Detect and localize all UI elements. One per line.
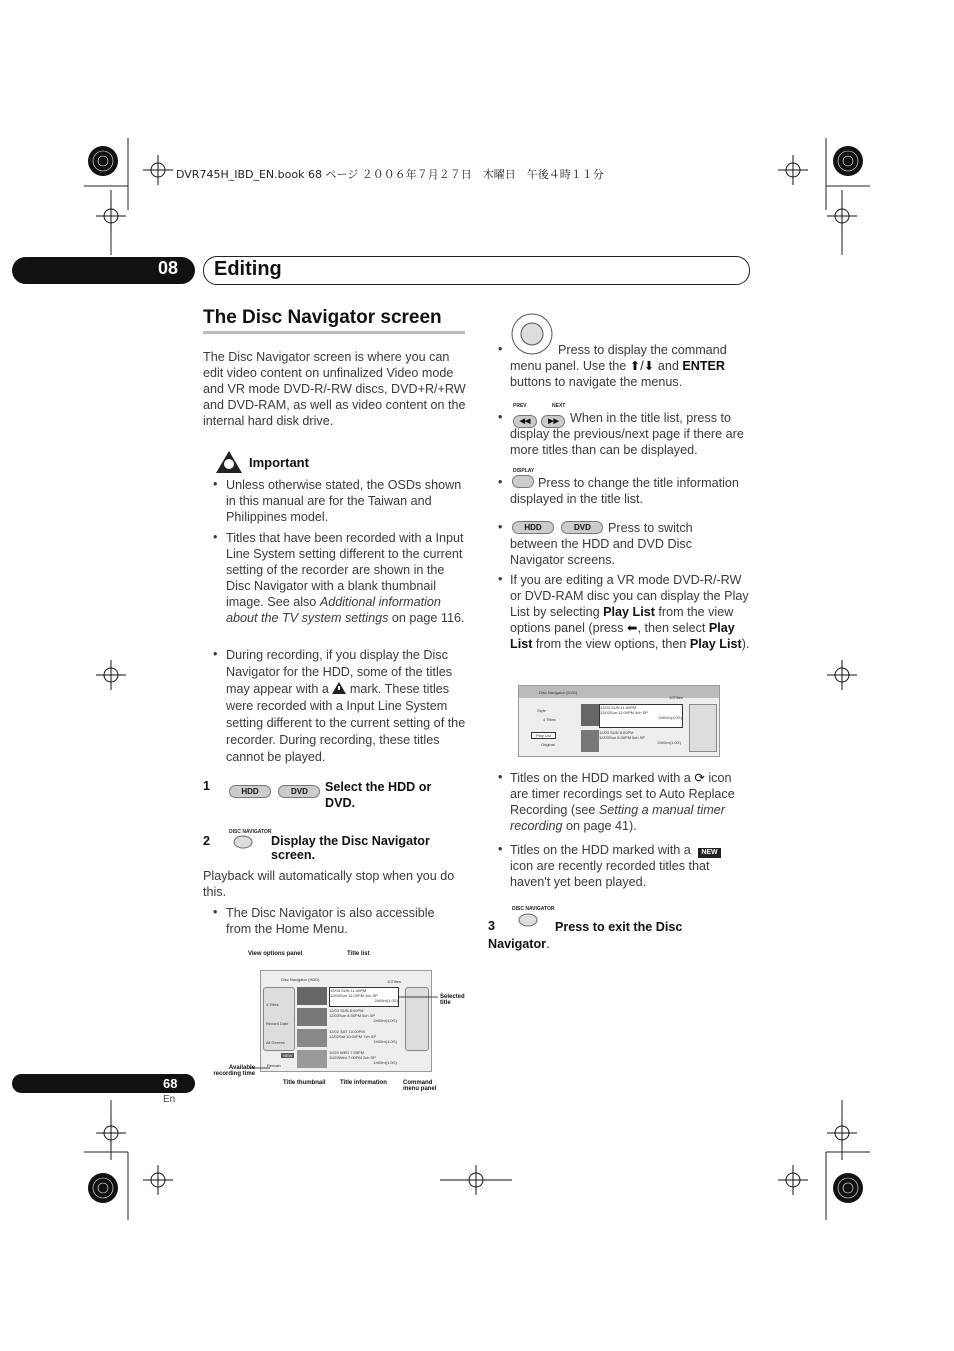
important-item-3 [226, 647, 466, 766]
hdd-button: HDD [512, 521, 554, 534]
up-down-arrows-icon: ⬆/⬇ [629, 359, 655, 373]
right-bullet-5: If you are editing a VR mode DVD-R/-RW or DVD-RAM disc you can display the Play List by selecting Play List from the view options panel (press ⬅, then select Play List from the view options, then Play List). [510, 573, 750, 651]
bullet-dot: • [213, 905, 218, 919]
bullet-dot: • [498, 770, 503, 784]
chapter-number: 08 [158, 258, 179, 278]
important-item-2-text: Titles that have been recorded with a Input Line System setting different to the current setting of the recorder are shown in the Disc Navigator with a blank thumbnail image. See also [226, 531, 464, 609]
important-item-2-page: on page 116. [391, 611, 465, 625]
step-2-detail: Playback will automatically stop when you do this. [203, 869, 455, 899]
dvd-screen-title: Disc Navigator (DVD) [539, 690, 578, 695]
right-bullet-2: When in the title list, press to display the previous/next page if there are more titles than can be displayed. [510, 411, 744, 457]
title-thumbnail [581, 704, 599, 726]
right-bullet-3: Press to change the title information displayed in the title list. [510, 476, 739, 506]
title-info: 12/03 SUN 8:00PM 12/03Sun 8:00PM 5ch SP 2h00m(1.0G) [599, 730, 681, 745]
important-item-2-ref: Additional information about the TV system settings [226, 595, 441, 625]
step-1-buttons [229, 781, 320, 799]
dvd-disc-navigator-screen: Disc Navigator (DVD) 10Titles Style 4 Titles Play List Original 12/03 SUN 11:00PM 12/03Sun 11:00PM 4ch SP 2h00m(1.0G) 12/03 SUN 8:00PM 12/03Sun 8:00PM 5ch SP 2h00m(1.0G) [518, 685, 720, 757]
section-rule [203, 331, 465, 334]
dvd-screen-count: 10Titles [669, 695, 683, 700]
bullet-dot: • [498, 342, 503, 356]
prev-button-icon: ◀◀ [513, 415, 537, 428]
step-1-text: Select the HDD or DVD. [325, 780, 432, 810]
right-bullet-7: Titles on the HDD marked with a NEW icon are recently recorded titles that haven't yet been played. [510, 842, 740, 890]
selected-title: 12/03 SUN 11:00PM 12/03Sun 11:00PM 4ch SP 2h00m(1.0G) [599, 704, 683, 728]
important-heading: Important [249, 455, 309, 470]
callout-command-menu: Command menu panel [403, 1080, 437, 1092]
dvd-button: DVD [561, 521, 603, 534]
step-2-number: 2 [203, 834, 211, 848]
important-item-2 [226, 530, 466, 626]
remain-label: Remain [267, 1063, 281, 1068]
hdd-screen-title: Disc Navigator (HDD) [281, 977, 320, 982]
important-item-3-rest: mark. These titles were recorded with a Input Line System setting different to the current setting of the recorder. During recording, these titles cannot be played. [226, 682, 466, 764]
right-bullet-4: Press to switch between the HDD and DVD Disc Navigator screens. [510, 521, 693, 567]
bullet-dot: • [213, 647, 218, 661]
right-bullet-6: Titles on the HDD marked with a ⟳ icon are timer recordings set to Auto Replace Recording (see Setting a manual timer recording on page 41). [510, 771, 735, 833]
callout-lines [200, 995, 470, 1075]
file-info-header: DVR745H_IBD_EN.book 68 ページ ２００６年７月２７日 木曜日 午後４時１１分 [176, 168, 604, 181]
important-item-3-text: During recording, if you display the Disc Navigator for the HDD, some of the titles may appear with a [226, 648, 453, 696]
step-3-text: Press to exit the Disc Navigator. [488, 920, 683, 951]
next-label: NEXT [552, 403, 566, 409]
callout-title-list: Title list [347, 951, 370, 957]
page-language: En [163, 1094, 176, 1105]
title-thumbnail [581, 730, 599, 752]
title-info: 11/29 WED 7:00PM 11/29Wed 7:00PM 2ch SP 1h00m(1.0G) [329, 1050, 397, 1065]
hdd-screen-count: 10Titles [387, 979, 401, 984]
right-bullet-1: Press to display the command menu panel. Use the ⬆/⬇ and ENTER buttons to navigate the menus. [510, 343, 727, 389]
page-number: 68 [163, 1076, 178, 1091]
bullet-dot: • [213, 530, 218, 544]
bullet-dot: • [498, 475, 503, 489]
bullet-dot: • [498, 410, 503, 424]
enter-label: ENTER [682, 359, 726, 373]
auto-replace-icon: ⟳ [694, 771, 705, 785]
important-warning-icon [215, 450, 243, 474]
selected-title: 12/03 SUN 11:00PM 12/03Sun 11:00PM 4ch SP 2h00m(1.0G) [329, 987, 399, 1007]
disc-navigator-button-icon [233, 835, 253, 849]
callout-title-thumbnail: Title thumbnail [283, 1080, 326, 1086]
prev-label: PREV [513, 403, 527, 409]
display-label: DISPLAY [513, 468, 535, 474]
callout-view-options: View options panel [248, 951, 303, 957]
callout-title-information: Title information [340, 1080, 387, 1086]
section-title: The Disc Navigator screen [203, 307, 442, 328]
view-options-panel: 4 Titles Record Date All Genres [263, 987, 295, 1051]
intro-paragraph: The Disc Navigator screen is where you can edit video content on unfinalized Video mode and VR mode DVD-R/-RW discs, DVD+R/+RW and DVD-RAM, as well as video content on the internal hard disk drive. [203, 350, 466, 428]
bullet-dot: • [213, 477, 218, 491]
new-badge: NEW [283, 1053, 293, 1058]
step-2-bullet: The Disc Navigator is also accessible from the Home Menu. [226, 906, 435, 936]
step-2-text: Display the Disc Navigator screen. [271, 834, 430, 862]
chapter-title: Editing [214, 258, 282, 280]
bullet-dot: • [498, 842, 503, 856]
hdd-button: HDD [229, 785, 271, 798]
title-info: 12/02 SAT 10:00PM 12/02Sat 10:00PM 7ch SP 1h00m(1.0G) [329, 1029, 397, 1044]
important-item-1: Unless otherwise stated, the OSDs shown in this manual are for the Taiwan and Philippines model. [226, 478, 462, 524]
warning-mark-icon [332, 682, 346, 694]
dvd-button: DVD [278, 785, 320, 798]
chapter-title-box [203, 256, 750, 285]
step-3-number: 3 [488, 919, 496, 933]
left-arrow-icon: ⬅ [626, 621, 638, 635]
bullet-dot: • [498, 572, 503, 586]
title-info: 12/03 SUN 8:00PM 12/03Sun 8:00PM 5ch SP 2h00m(1.0G) [329, 1008, 397, 1023]
bullet-dot: • [498, 520, 503, 534]
disc-navigator-label: DISC NAVIGATOR [229, 829, 272, 835]
callout-selected-title: Selected title [440, 994, 465, 1006]
step-1-number: 1 [203, 779, 211, 793]
disc-navigator-label: DISC NAVIGATOR [512, 906, 555, 912]
new-icon: NEW [698, 848, 720, 858]
callout-available-time: Available recording time [213, 1065, 255, 1077]
play-list-option: Play List [531, 732, 556, 739]
command-menu-panel [689, 704, 717, 752]
next-button-icon: ▶▶ [541, 415, 565, 428]
